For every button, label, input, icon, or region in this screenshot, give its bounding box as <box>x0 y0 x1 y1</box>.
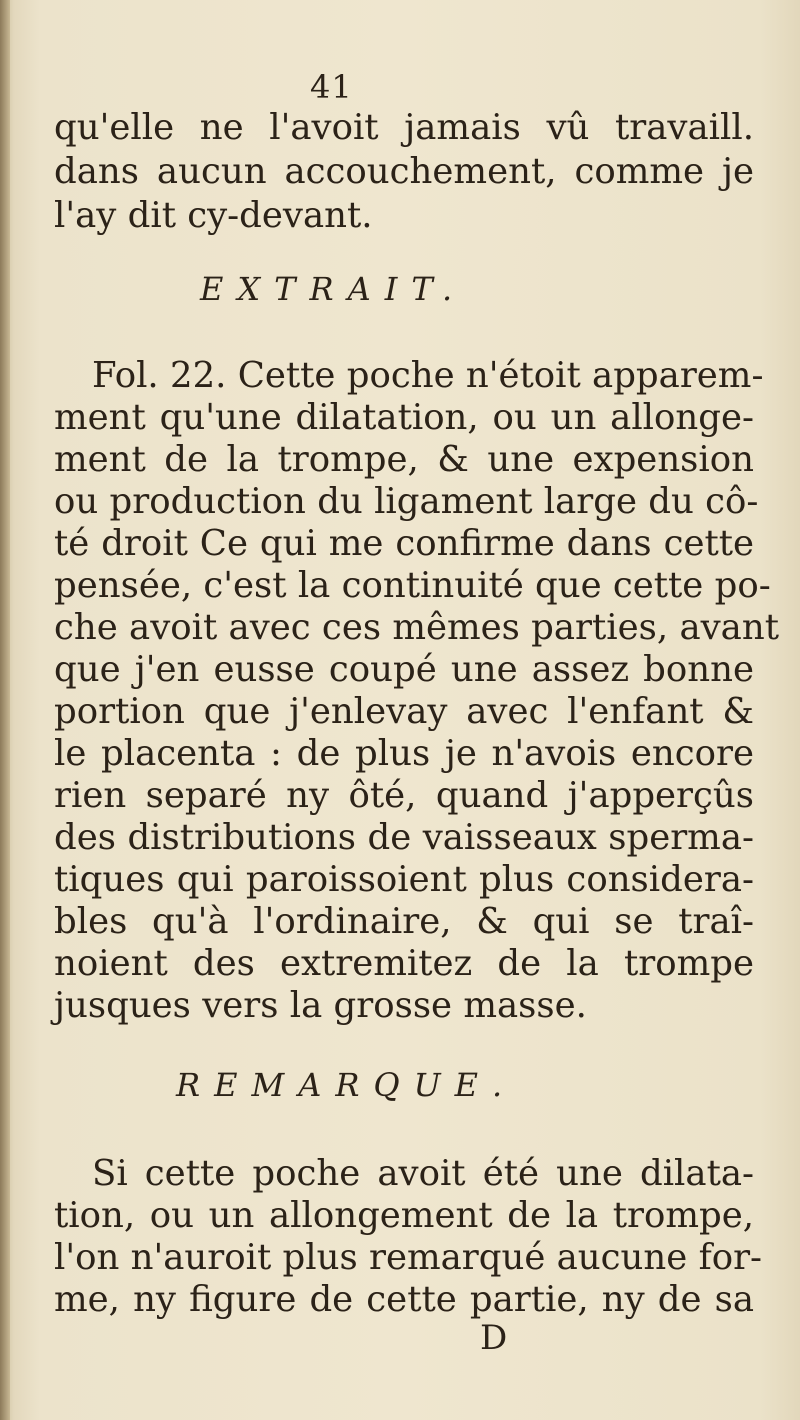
text-line: que j'en eusse coupé une assez bonne <box>54 649 754 690</box>
text-line: l'ay dit cy-devant. <box>54 195 373 236</box>
text-line: noient des extremitez de la trompe <box>54 943 754 984</box>
signature-mark: D <box>480 1318 508 1358</box>
text-line: des distributions de vaisseaux sperma- <box>54 817 754 858</box>
text-line: tion, ou un allongement de la trompe, <box>54 1195 754 1236</box>
text-line: dans aucun accouchement, comme je <box>54 151 754 192</box>
text-line: le placenta : de plus je n'avois encore <box>54 733 754 774</box>
page-binding-edge <box>0 0 10 1420</box>
text-line: l'on n'auroit plus remarqué aucune for- <box>54 1237 763 1278</box>
text-line: jusques vers la grosse masse. <box>54 985 587 1026</box>
text-line: ment de la trompe, & une expension <box>54 439 754 480</box>
text-line: pensée, c'est la continuité que cette po- <box>54 565 771 606</box>
text-line: me, ny figure de cette partie, ny de sa <box>54 1279 754 1320</box>
text-line: che avoit avec ces mêmes parties, avant <box>54 607 779 648</box>
text-line: portion que j'enlevay avec l'enfant & <box>54 691 754 732</box>
heading-remarque: REMARQUE. <box>176 1066 517 1104</box>
heading-extrait: EXTRAIT. <box>200 270 467 308</box>
text-line: rien separé ny ôté, quand j'apperçûs <box>54 775 754 816</box>
text-line: ment qu'une dilatation, ou un allonge- <box>54 397 754 438</box>
text-line: qu'elle ne l'avoit jamais vû travaill. <box>54 107 754 148</box>
text-line: té droit Ce qui me confirme dans cette <box>54 523 754 564</box>
text-line: bles qu'à l'ordinaire, & qui se traî- <box>54 901 754 942</box>
text-line: Fol. 22. Cette poche n'étoit apparem- <box>92 355 764 396</box>
text-line: Si cette poche avoit été une dilata- <box>92 1153 754 1194</box>
text-line: ou production du ligament large du cô- <box>54 481 759 522</box>
page-number: 41 <box>310 68 353 106</box>
text-line: tiques qui paroissoient plus considera- <box>54 859 754 900</box>
